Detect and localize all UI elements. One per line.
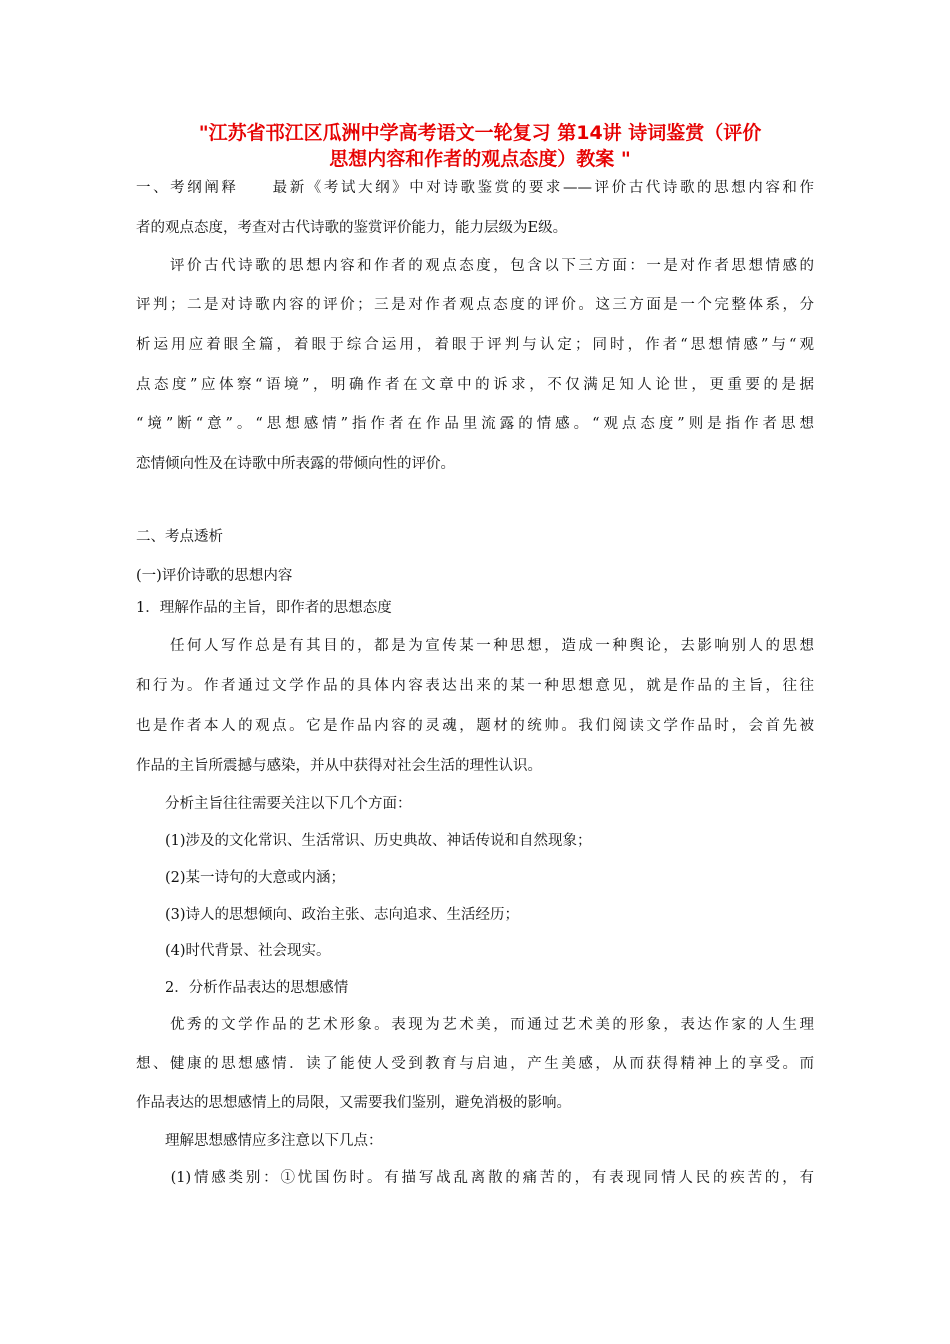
paragraph-line: 想、健康的思想感情．读了能使人受到教育与启迪，产生美感，从而获得精神上的享受。而 [136, 1056, 814, 1072]
list-item: (2)某一诗句的大意或内涵； [136, 870, 346, 886]
paragraph-line: 理解思想感情应多注意以下几点： [136, 1133, 383, 1149]
paragraph-line: 恋情倾向性及在诗歌中所表露的带倾向性的评价。 [136, 456, 455, 472]
list-item: (4)时代背景、社会现实。 [136, 943, 331, 959]
paragraph-line: 作品表达的思想感情上的局限，又需要我们鉴别，避免消极的影响。 [136, 1095, 571, 1111]
paragraph-line: 一、考纲阐释 最新《考试大纲》中对诗歌鉴赏的要求——评价古代诗歌的思想内容和作 [136, 180, 814, 196]
point-heading: 1．理解作品的主旨，即作者的思想态度 [136, 600, 392, 616]
paragraph-line: 者的观点态度，考查对古代诗歌的鉴赏评价能力，能力层级为E级。 [136, 220, 568, 236]
paragraph-line: 析运用应着眼全篇，着眼于综合运用，着眼于评判与认定；同时，作者“思想情感”与“观 [136, 337, 814, 353]
paragraph-line: 优秀的文学作品的艺术形象。表现为艺术美，而通过艺术美的形象，表达作家的人生理 [136, 1017, 814, 1033]
paragraph-line: 任何人写作总是有其目的，都是为宣传某一种思想，造成一种舆论，去影响别人的思想 [136, 638, 814, 654]
point-heading: 2．分析作品表达的思想感情 [136, 980, 349, 996]
paragraph-line: 评判；二是对诗歌内容的评价；三是对作者观点态度的评价。这三方面是一个完整体系，分 [136, 297, 814, 313]
subsection-heading: (一)评价诗歌的思想内容 [136, 568, 293, 584]
paragraph-line: 评价古代诗歌的思想内容和作者的观点态度，包含以下三方面：一是对作者思想情感的 [136, 258, 814, 274]
paragraph-line: 点态度”应体察“语境”，明确作者在文章中的诉求，不仅满足知人论世，更重要的是据 [136, 377, 814, 393]
list-item: (1)涉及的文化常识、生活常识、历史典故、神话传说和自然现象； [136, 833, 592, 849]
section-heading: 二、考点透析 [136, 529, 223, 545]
title-line-2: 思想内容和作者的观点态度）教案 " [329, 148, 631, 170]
list-item: (3)诗人的思想倾向、政治主张、志向追求、生活经历； [136, 907, 520, 923]
paragraph-line: “境”断“意”。“思想感情”指作者在作品里流露的情感。“观点态度”则是指作者思想 [136, 416, 814, 432]
paragraph-line: 作品的主旨所震撼与感染，并从中获得对社会生活的理性认识。 [136, 758, 542, 774]
paragraph-line: 和行为。作者通过文学作品的具体内容表达出来的某一种思想意见，就是作品的主旨，往往 [136, 678, 814, 694]
paragraph-line: 分析主旨往往需要关注以下几个方面： [136, 796, 412, 812]
document-title [120, 120, 840, 172]
paragraph-line: 也是作者本人的观点。它是作品内容的灵魂，题材的统帅。我们阅读文学作品时，会首先被 [136, 718, 814, 734]
title-line-1: "江苏省邗江区瓜洲中学高考语文一轮复习 第14讲 诗词鉴赏（评价 [198, 122, 762, 144]
list-item: (1)情感类别：①忧国伤时。有描写战乱离散的痛苦的，有表现同情人民的疾苦的，有 [136, 1170, 814, 1186]
